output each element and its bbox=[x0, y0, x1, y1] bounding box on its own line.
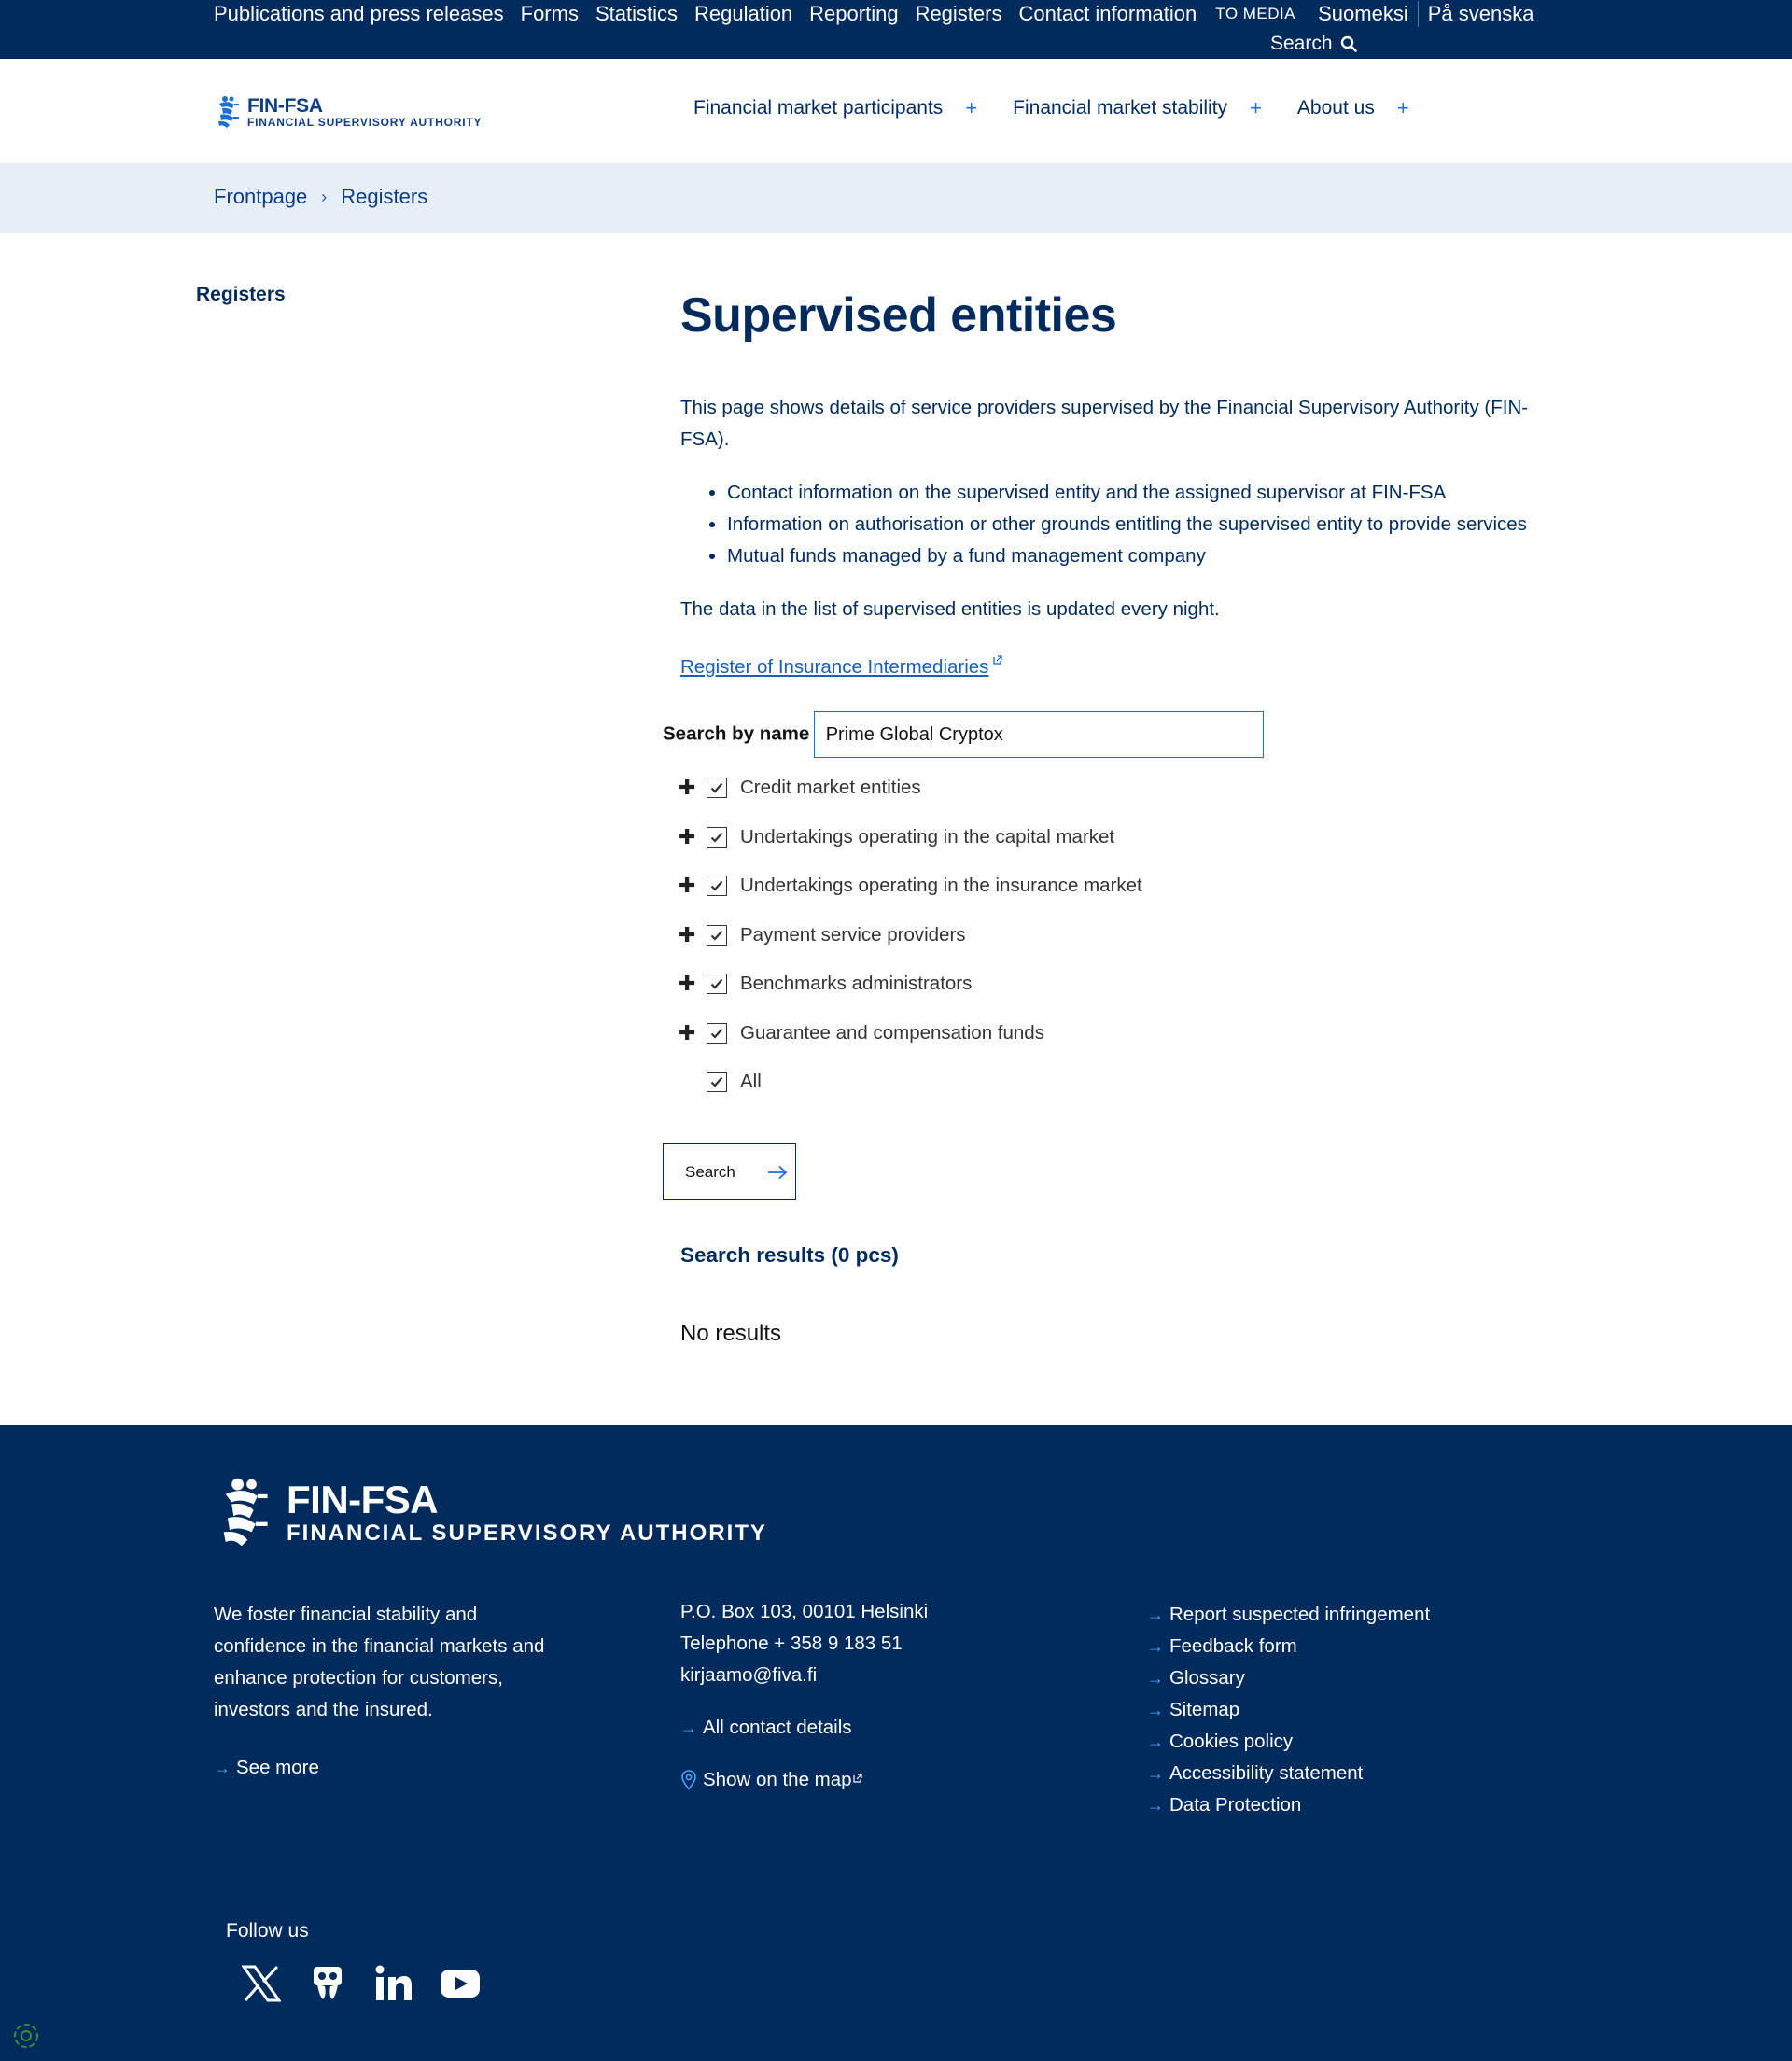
utility-link-media[interactable]: TO MEDIA bbox=[1215, 5, 1296, 22]
checkbox-insurance-market[interactable] bbox=[707, 876, 727, 896]
arrow-right-icon bbox=[767, 1165, 788, 1180]
arrow-right-icon: → bbox=[1147, 1732, 1164, 1751]
checkmark-icon bbox=[710, 978, 723, 989]
link-label: Feedback form bbox=[1169, 1635, 1297, 1657]
arrow-right-icon: → bbox=[1147, 1796, 1164, 1815]
site-logo[interactable] bbox=[214, 94, 482, 130]
utility-link-registers[interactable]: Registers bbox=[915, 2, 1002, 25]
cookie-settings-icon[interactable] bbox=[11, 2021, 41, 2051]
link-label: Accessibility statement bbox=[1169, 1762, 1364, 1784]
search-icon bbox=[1340, 35, 1357, 52]
site-search-toggle[interactable] bbox=[1270, 33, 1357, 55]
filter-label: Credit market entities bbox=[740, 777, 921, 799]
arrow-right-icon: → bbox=[1147, 1764, 1164, 1783]
utility-link-contact[interactable]: Contact information bbox=[1018, 2, 1197, 25]
glossary-link[interactable] bbox=[1147, 1662, 1430, 1694]
logo-subtitle: FINANCIAL SUPERVISORY AUTHORITY bbox=[247, 116, 483, 129]
link-label: All contact details bbox=[703, 1717, 852, 1738]
filter-credit-market bbox=[663, 764, 1316, 813]
search-by-name-label: Search by name bbox=[663, 722, 810, 745]
search-form bbox=[663, 702, 1316, 1107]
nav-item-label: Financial market participants bbox=[693, 97, 944, 119]
search-name-input[interactable] bbox=[814, 711, 1264, 758]
expand-plus-icon[interactable]: ✚ bbox=[679, 972, 696, 996]
footer-logo-subtitle: FINANCIAL SUPERVISORY AUTHORITY bbox=[287, 1520, 767, 1546]
utility-link-forms[interactable]: Forms bbox=[520, 2, 579, 25]
filter-label: All bbox=[740, 1071, 762, 1093]
checkbox-payment-service[interactable] bbox=[707, 925, 727, 946]
logo-title: FIN-FSA bbox=[247, 95, 323, 117]
footer-telephone: Telephone + 358 9 183 51 bbox=[680, 1633, 903, 1654]
footer-links-column bbox=[1147, 1599, 1430, 1821]
linkedin-icon[interactable] bbox=[372, 1962, 415, 2005]
external-link-icon bbox=[988, 654, 1003, 668]
site-header bbox=[0, 59, 1792, 163]
arrow-right-icon: → bbox=[1147, 1701, 1164, 1719]
link-label: Data Protection bbox=[1169, 1794, 1302, 1816]
expand-plus-icon[interactable]: ✚ bbox=[679, 922, 696, 946]
utility-link-regulation[interactable]: Regulation bbox=[693, 2, 793, 25]
expand-plus-icon[interactable]: ✚ bbox=[679, 776, 696, 800]
arrow-right-icon: → bbox=[214, 1759, 231, 1777]
filter-payment-service bbox=[663, 911, 1316, 960]
accessibility-statement-link[interactable] bbox=[1147, 1758, 1430, 1789]
utility-link-publications[interactable]: Publications and press releases bbox=[214, 2, 504, 25]
checkmark-icon bbox=[710, 880, 723, 891]
list-item: • Information on authorisation or other grounds entitling the supervised entity to provide services bbox=[727, 509, 1576, 540]
expand-plus-icon[interactable]: ✚ bbox=[679, 1020, 696, 1045]
filter-guarantee-funds bbox=[663, 1009, 1316, 1059]
footer-address: P.O. Box 103, 00101 Helsinki bbox=[680, 1601, 929, 1622]
feedback-form-link[interactable] bbox=[1147, 1631, 1430, 1662]
site-footer bbox=[0, 1425, 1792, 2061]
filter-capital-market bbox=[663, 813, 1316, 862]
link-label: Sitemap bbox=[1169, 1699, 1240, 1720]
expand-plus-icon[interactable]: ✚ bbox=[679, 874, 696, 898]
map-pin-icon bbox=[680, 1770, 697, 1790]
no-results-message: No results bbox=[680, 1321, 782, 1346]
see-more-link[interactable] bbox=[214, 1752, 568, 1784]
nav-item-label: About us bbox=[1296, 97, 1375, 119]
checkbox-capital-market[interactable] bbox=[707, 827, 727, 848]
arrow-right-icon: → bbox=[1147, 1669, 1164, 1688]
footer-contact-column bbox=[680, 1596, 928, 1796]
footer-email: kirjaamo@fiva.fi bbox=[680, 1664, 818, 1686]
lion-emblem-icon bbox=[214, 1474, 273, 1550]
chevron-right-icon: › bbox=[321, 187, 328, 206]
arrow-right-icon: → bbox=[1147, 1605, 1164, 1624]
insurance-intermediaries-link[interactable]: Register of Insurance Intermediaries bbox=[680, 656, 989, 679]
footer-mission-text: We foster financial stability and confidence in the financial markets and enhance protection for customers, investors and the insured. bbox=[214, 1604, 545, 1720]
footer-mission-column bbox=[214, 1599, 568, 1784]
filter-label: Undertakings operating in the capital market bbox=[740, 825, 1115, 848]
list-item: • Contact information on the supervised entity and the assigned supervisor at FIN-FSA bbox=[727, 477, 1576, 509]
filter-all bbox=[663, 1058, 1316, 1107]
checkmark-icon bbox=[710, 930, 723, 941]
list-item: • Mutual funds managed by a fund management company bbox=[727, 540, 1576, 572]
link-label: Glossary bbox=[1169, 1667, 1245, 1689]
data-protection-link[interactable] bbox=[1147, 1789, 1430, 1821]
link-label: Show on the map bbox=[703, 1769, 852, 1790]
checkmark-icon bbox=[710, 1076, 723, 1087]
checkbox-guarantee-funds[interactable] bbox=[707, 1023, 727, 1044]
x-icon[interactable] bbox=[240, 1962, 283, 2005]
utility-nav bbox=[214, 1, 1533, 27]
page-title: Supervised entities bbox=[680, 288, 1117, 343]
main-navigation bbox=[693, 96, 1445, 120]
youtube-icon[interactable] bbox=[439, 1962, 482, 2005]
utility-link-statistics[interactable]: Statistics bbox=[595, 2, 678, 25]
insurance-register-paragraph bbox=[680, 646, 1576, 683]
breadcrumb-registers[interactable]: Registers bbox=[341, 185, 428, 208]
show-on-map-link[interactable] bbox=[680, 1764, 928, 1796]
arrow-right-icon: → bbox=[680, 1718, 697, 1737]
link-label: Report suspected infringement bbox=[1169, 1604, 1431, 1625]
expand-plus-icon[interactable]: + bbox=[965, 96, 978, 119]
breadcrumb-bar bbox=[0, 163, 1792, 233]
breadcrumb-frontpage[interactable]: Frontpage bbox=[214, 185, 308, 208]
site-search-label: Search bbox=[1270, 33, 1333, 54]
nav-about-us[interactable] bbox=[1297, 96, 1409, 120]
filter-label: Guarantee and compensation funds bbox=[740, 1021, 1044, 1044]
nav-financial-market-stability[interactable] bbox=[1013, 96, 1262, 120]
sidebar-registers-link[interactable]: Registers bbox=[196, 284, 286, 305]
filter-list bbox=[663, 764, 1316, 1107]
intro-paragraph: This page shows details of service providers supervised by the Financial Supervisory Authority (FIN-FSA). bbox=[680, 397, 1529, 451]
expand-plus-icon[interactable]: + bbox=[1396, 96, 1409, 119]
external-link-icon bbox=[852, 1764, 863, 1796]
checkmark-icon bbox=[710, 782, 723, 793]
checkbox-credit-market[interactable] bbox=[707, 778, 727, 798]
language-swedish-link[interactable]: På svenska bbox=[1427, 2, 1534, 25]
info-bullet-list bbox=[680, 477, 1576, 572]
main-content bbox=[680, 289, 1576, 683]
link-label: See more bbox=[236, 1757, 319, 1778]
footer-logo-title: FIN-FSA bbox=[287, 1477, 439, 1521]
follow-us-label: Follow us bbox=[226, 1920, 309, 1942]
filter-label: Payment service providers bbox=[740, 923, 966, 946]
cookies-policy-link[interactable] bbox=[1147, 1726, 1430, 1758]
language-finnish-link[interactable]: Suomeksi bbox=[1318, 2, 1408, 25]
breadcrumb bbox=[214, 185, 427, 209]
expand-plus-icon[interactable]: + bbox=[1250, 96, 1262, 119]
nav-financial-market-participants[interactable] bbox=[693, 96, 977, 120]
checkmark-icon bbox=[710, 1028, 723, 1039]
expand-plus-icon[interactable]: ✚ bbox=[679, 824, 696, 848]
all-contact-details-link[interactable] bbox=[680, 1712, 928, 1744]
language-divider bbox=[1418, 1, 1419, 27]
filter-label: Undertakings operating in the insurance market bbox=[740, 875, 1142, 897]
update-note: The data in the list of supervised entities is updated every night. bbox=[680, 598, 1220, 621]
social-links bbox=[240, 1962, 505, 2005]
arrow-right-icon: → bbox=[1147, 1637, 1164, 1656]
utility-link-reporting[interactable]: Reporting bbox=[809, 2, 899, 25]
lion-emblem-icon bbox=[214, 94, 242, 130]
checkmark-icon bbox=[710, 832, 723, 843]
nav-item-label: Financial market stability bbox=[1013, 97, 1228, 119]
report-infringement-link[interactable] bbox=[1147, 1599, 1430, 1631]
sitemap-link[interactable] bbox=[1147, 1694, 1430, 1726]
checkbox-all[interactable] bbox=[707, 1072, 727, 1092]
checkbox-benchmarks[interactable] bbox=[707, 974, 727, 994]
utility-bar bbox=[0, 0, 1792, 59]
search-button-label: Search bbox=[685, 1162, 735, 1181]
filter-benchmarks bbox=[663, 960, 1316, 1009]
link-label: Cookies policy bbox=[1169, 1731, 1294, 1752]
filter-insurance-market bbox=[663, 862, 1316, 911]
filter-label: Benchmarks administrators bbox=[740, 973, 973, 995]
search-results-heading: Search results (0 pcs) bbox=[680, 1243, 899, 1267]
footer-logo[interactable] bbox=[214, 1474, 767, 1550]
slideshare-icon[interactable] bbox=[306, 1962, 349, 2005]
search-button[interactable] bbox=[663, 1143, 796, 1200]
